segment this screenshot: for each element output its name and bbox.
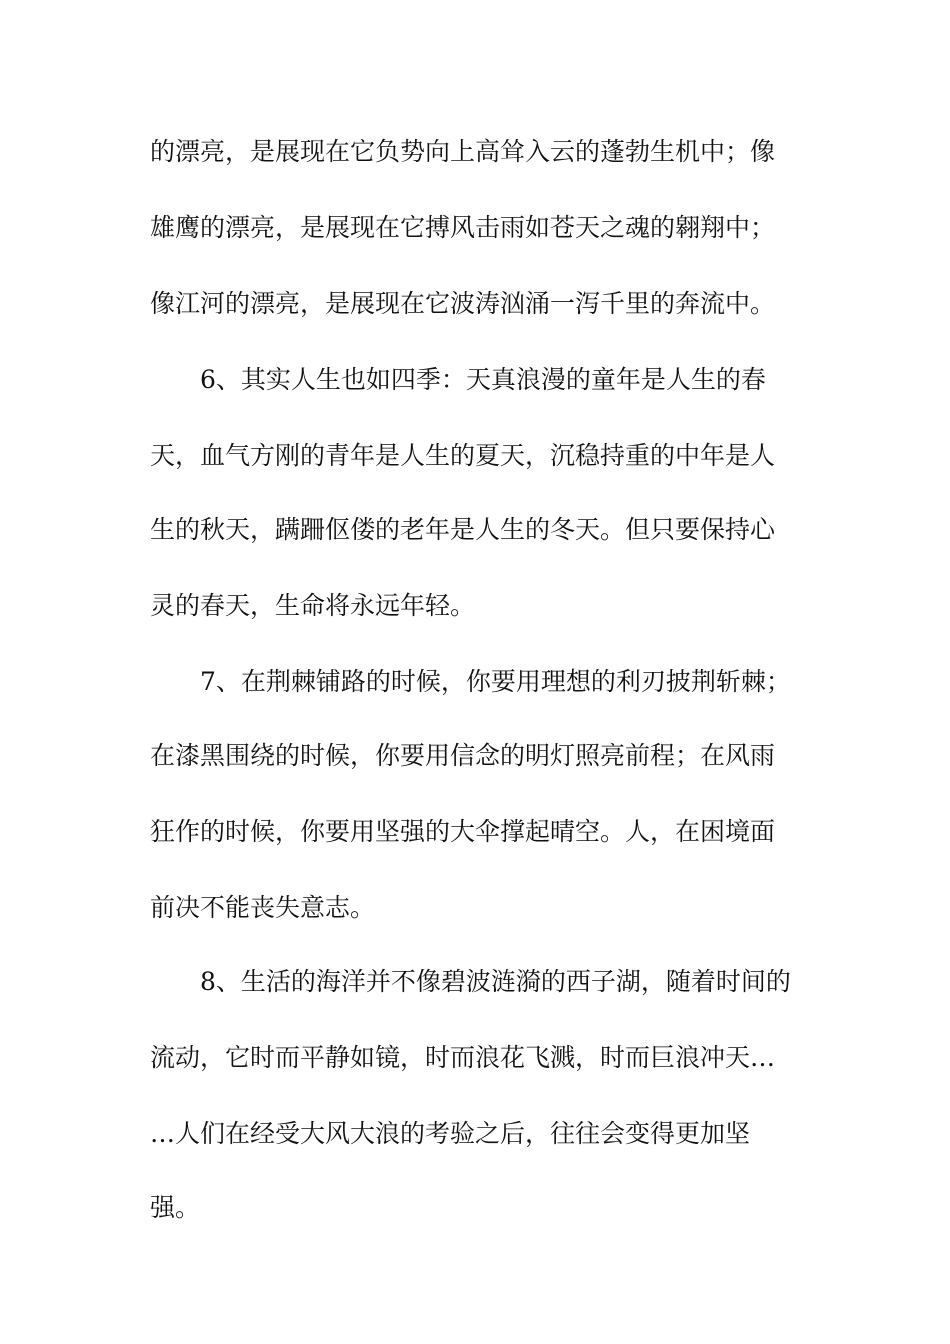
text-line: 雄鹰的漂亮，是展现在它搏风击雨如苍天之魂的翱翔中；: [150, 213, 776, 242]
text-line: 的漂亮，是展现在它负势向上高耸入云的蓬勃生机中；像: [150, 137, 776, 166]
text-line: 天，血气方刚的青年是人生的夏天，沉稳持重的中年是人: [150, 441, 776, 470]
text-line: …人们在经受大风大浪的考验之后，往往会变得更加坚: [150, 1119, 751, 1148]
text-line: 狂作的时候，你要用坚强的大伞撑起晴空。人，在困境面: [150, 817, 776, 846]
text-line: 强。: [150, 1193, 201, 1222]
text-line: 在漆黑围绕的时候，你要用信念的明灯照亮前程；在风雨: [150, 741, 776, 770]
text-line: 前决不能丧失意志。: [150, 893, 376, 922]
text-line: 生的秋天，蹒跚伛偻的老年是人生的冬天。但只要保持心: [150, 515, 776, 544]
text-line: 6、其实人生也如四季：天真浪漫的童年是人生的春: [200, 365, 766, 394]
text-line: 灵的春天，生命将永远年轻。: [150, 591, 476, 620]
text-line: 8、生活的海洋并不像碧波涟漪的西子湖，随着时间的: [200, 967, 791, 996]
text-line: 7、在荆棘铺路的时候，你要用理想的利刃披荆斩棘；: [200, 667, 791, 696]
text-line: 流动，它时而平静如镜，时而浪花飞溅，时而巨浪冲天…: [150, 1043, 776, 1072]
text-line: 像江河的漂亮，是展现在它波涛汹涌一泻千里的奔流中。: [150, 289, 776, 318]
